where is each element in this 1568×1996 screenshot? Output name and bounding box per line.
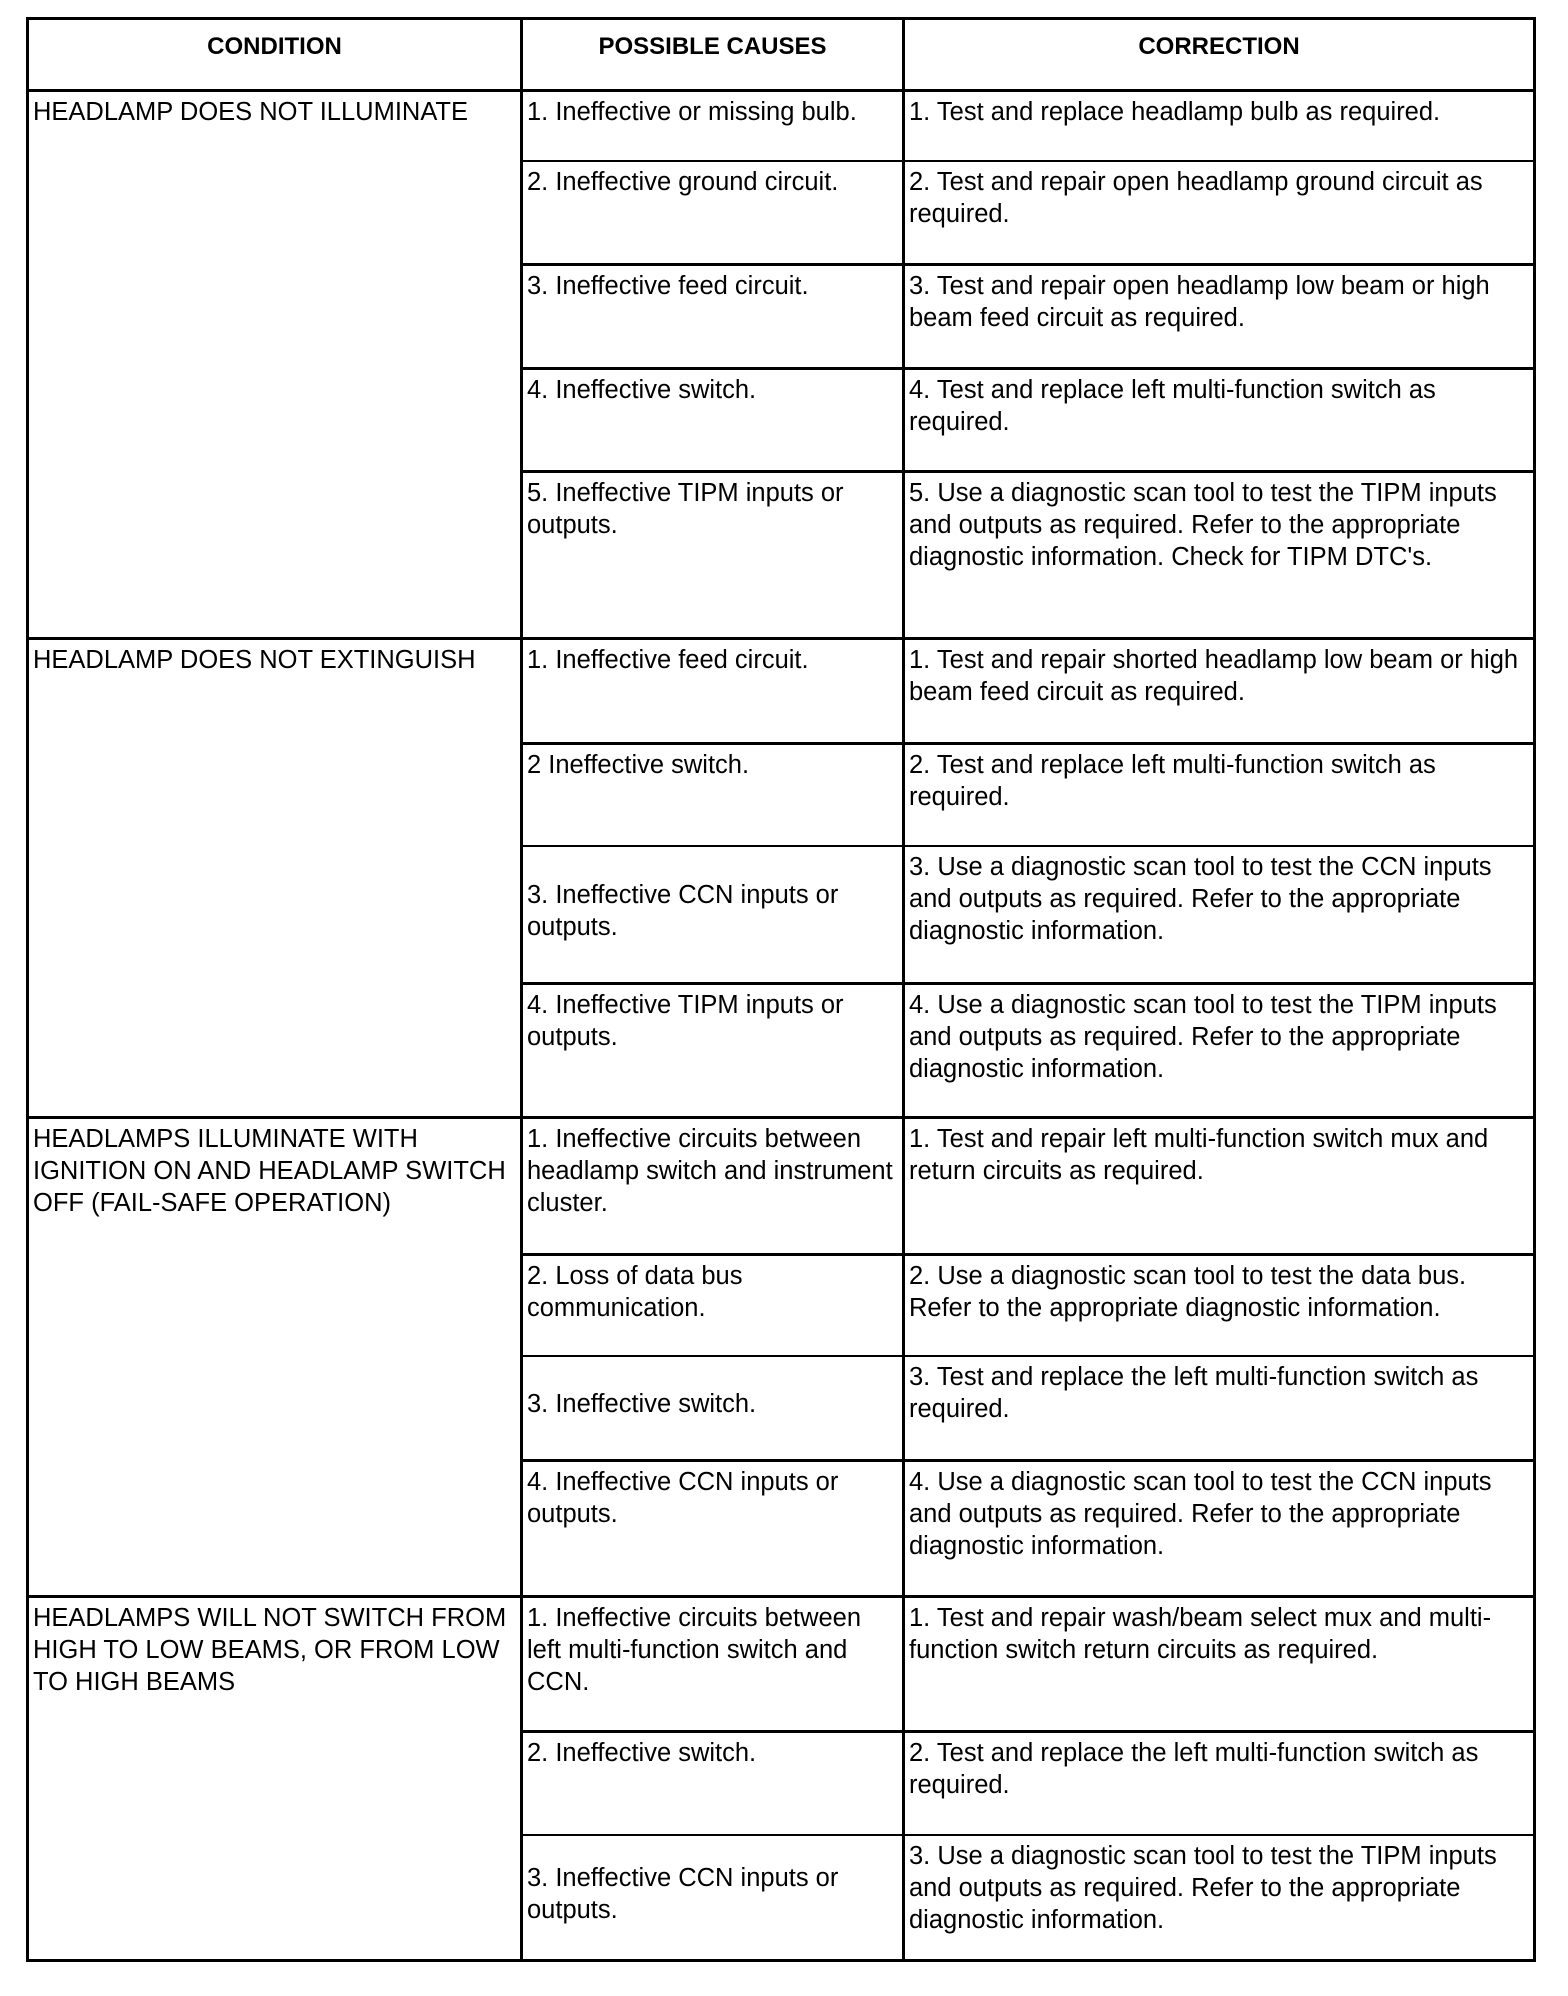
cause-cell <box>523 1836 902 1959</box>
cause-text: 2. Ineffective switch. <box>527 1739 757 1767</box>
correction-cell <box>905 985 1533 1116</box>
condition-cell <box>29 640 520 1116</box>
correction-text: 4. Use a diagnostic scan tool to test the CCN inputs and outputs as required. Refer to the appropriate diagnostic information. <box>909 1468 1492 1560</box>
correction-cell <box>905 640 1533 742</box>
header-correction <box>905 20 1533 89</box>
cause-cell <box>523 1357 902 1459</box>
correction-text: 2. Test and replace the left multi-function switch as required. <box>909 1739 1479 1799</box>
correction-text: 1. Test and repair wash/beam select mux and multi-function switch return circuits as required. <box>909 1604 1492 1664</box>
correction-text: 3. Test and repair open headlamp low beam or high beam feed circuit as required. <box>909 272 1490 332</box>
correction-cell <box>905 1357 1533 1459</box>
correction-cell <box>905 1733 1533 1834</box>
cause-cell <box>523 473 902 637</box>
cause-cell <box>523 266 902 367</box>
header-causes-label: POSSIBLE CAUSES <box>598 33 827 60</box>
cause-text: 3. Ineffective switch. <box>527 1390 757 1418</box>
cause-text: 3. Ineffective CCN inputs or outputs. <box>527 880 839 941</box>
correction-text: 2. Test and repair open headlamp ground circuit as required. <box>909 168 1483 228</box>
cause-text: 1. Ineffective circuits between left multi-function switch and CCN. <box>527 1604 862 1696</box>
cause-cell <box>523 1119 902 1253</box>
header-possible-causes <box>523 20 902 89</box>
condition-text: HEADLAMPS WILL NOT SWITCH FROM HIGH TO LOW BEAMS, OR FROM LOW TO HIGH BEAMS <box>33 1604 507 1696</box>
condition-cell <box>29 1598 520 1959</box>
cause-cell <box>523 1462 902 1595</box>
correction-text: 1. Test and repair left multi-function switch mux and return circuits as required. <box>909 1125 1489 1185</box>
cause-text: 5. Ineffective TIPM inputs or outputs. <box>527 479 844 539</box>
cause-cell <box>523 1598 902 1730</box>
cause-text: 1. Ineffective circuits between headlamp switch and instrument cluster. <box>527 1125 893 1217</box>
cause-text: 3. Ineffective CCN inputs or outputs. <box>527 1863 839 1924</box>
correction-text: 1. Test and replace headlamp bulb as required. <box>909 98 1441 126</box>
cause-cell <box>523 162 902 263</box>
correction-cell <box>905 1836 1533 1959</box>
cause-text: 3. Ineffective feed circuit. <box>527 272 809 300</box>
condition-cell <box>29 1119 520 1595</box>
condition-text: HEADLAMPS ILLUMINATE WITH IGNITION ON AND HEADLAMP SWITCH OFF (FAIL-SAFE OPERATION) <box>33 1125 506 1217</box>
cause-text: 2. Ineffective ground circuit. <box>527 168 839 196</box>
correction-cell <box>905 745 1533 845</box>
correction-text: 2. Use a diagnostic scan tool to test the data bus. Refer to the appropriate diagnostic information. <box>909 1262 1467 1322</box>
correction-cell <box>905 266 1533 367</box>
correction-cell <box>905 1462 1533 1595</box>
header-condition <box>29 20 520 89</box>
correction-cell <box>905 162 1533 263</box>
correction-cell <box>905 473 1533 637</box>
header-condition-label: CONDITION <box>207 33 342 60</box>
correction-cell <box>905 370 1533 470</box>
cause-text: 1. Ineffective or missing bulb. <box>527 98 857 126</box>
correction-cell <box>905 1119 1533 1253</box>
correction-cell <box>905 1598 1533 1730</box>
correction-cell <box>905 847 1533 982</box>
correction-text: 2. Test and replace left multi-function switch as required. <box>909 751 1436 811</box>
correction-text: 3. Use a diagnostic scan tool to test the CCN inputs and outputs as required. Refer to the appropriate diagnostic information. <box>909 853 1492 945</box>
cause-cell <box>523 92 902 160</box>
cause-cell <box>523 1256 902 1355</box>
cause-cell <box>523 370 902 470</box>
correction-cell <box>905 1256 1533 1355</box>
condition-cell <box>29 92 520 637</box>
correction-text: 5. Use a diagnostic scan tool to test the TIPM inputs and outputs as required. Refer to the appropriate diagnostic information. Check for TIPM DTC's. <box>909 479 1497 571</box>
cause-text: 4. Ineffective TIPM inputs or outputs. <box>527 991 844 1051</box>
cause-cell <box>523 1733 902 1834</box>
correction-cell <box>905 92 1533 160</box>
correction-text: 3. Test and replace the left multi-function switch as required. <box>909 1363 1479 1423</box>
cause-cell <box>523 985 902 1116</box>
condition-text: HEADLAMP DOES NOT ILLUMINATE <box>33 98 469 126</box>
correction-text: 4. Use a diagnostic scan tool to test the TIPM inputs and outputs as required. Refer to the appropriate diagnostic information. <box>909 991 1497 1083</box>
cause-text: 2. Loss of data bus communication. <box>527 1262 743 1322</box>
cause-text: 4. Ineffective CCN inputs or outputs. <box>527 1468 839 1528</box>
condition-text: HEADLAMP DOES NOT EXTINGUISH <box>33 646 476 674</box>
diagnosis-table <box>26 17 1536 1962</box>
correction-text: 1. Test and repair shorted headlamp low beam or high beam feed circuit as required. <box>909 646 1519 706</box>
correction-text: 3. Use a diagnostic scan tool to test the TIPM inputs and outputs as required. Refer to the appropriate diagnostic information. <box>909 1842 1497 1934</box>
cause-cell <box>523 640 902 742</box>
cause-text: 1. Ineffective feed circuit. <box>527 646 809 674</box>
cause-text: 2 Ineffective switch. <box>527 751 750 779</box>
correction-text: 4. Test and replace left multi-function switch as required. <box>909 376 1436 436</box>
cause-cell <box>523 745 902 845</box>
cause-cell <box>523 847 902 982</box>
cause-text: 4. Ineffective switch. <box>527 376 757 404</box>
header-correction-label: CORRECTION <box>1138 33 1300 60</box>
